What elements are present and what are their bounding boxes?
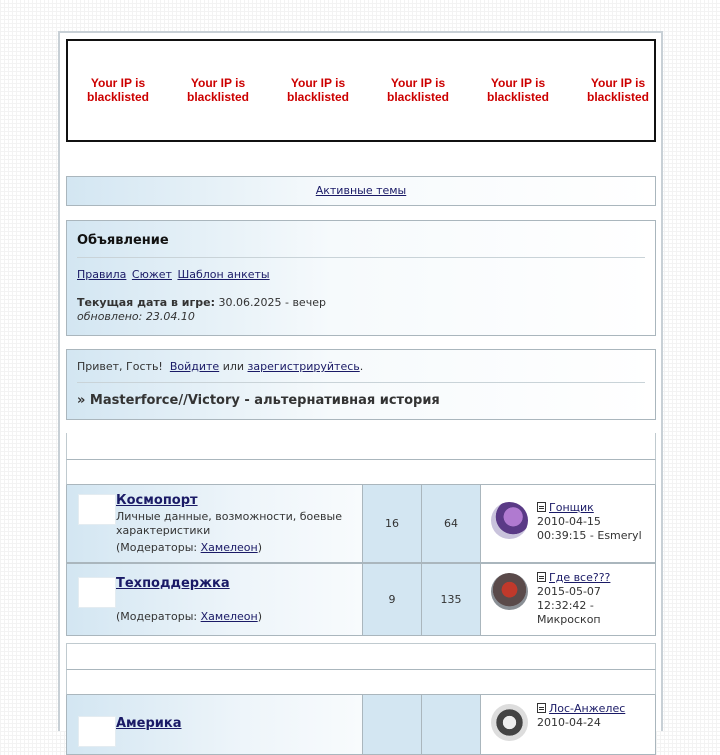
forum-name-link[interactable]: Техподдержка — [116, 576, 230, 591]
mods-prefix: (Модераторы: — [116, 541, 198, 554]
forum-main-cell — [67, 485, 363, 562]
forum-title: » Masterforce//Victory - альтернативная история — [77, 393, 440, 408]
game-date-label: Текущая дата в игре: — [77, 296, 215, 309]
avatar[interactable] — [491, 704, 528, 741]
posts-count: 64 — [422, 485, 481, 562]
ad-block[interactable]: Your IP is blacklisted — [86, 76, 150, 104]
document-icon — [537, 572, 546, 582]
announcement-panel — [66, 220, 656, 336]
forum-row — [66, 485, 656, 563]
mods-suffix: ) — [257, 541, 262, 554]
topics-count: 9 — [363, 564, 422, 635]
mods-prefix: (Модераторы: — [116, 610, 198, 623]
posts-count — [422, 695, 481, 754]
forum-name-link[interactable]: Америка — [116, 716, 182, 731]
last-post-user: Микроскоп — [537, 613, 601, 626]
register-link[interactable]: зарегистрируйтесь — [247, 360, 360, 373]
last-post-cell — [481, 485, 655, 562]
last-post-date: 2010-04-15 00:39:15 — [537, 515, 601, 542]
last-topic-link[interactable]: Где все??? — [549, 571, 611, 584]
last-post-date: 2015-05-07 12:32:42 — [537, 585, 601, 612]
or-text: или — [222, 360, 245, 373]
document-icon — [537, 502, 546, 512]
category-header — [66, 433, 656, 460]
forum-name-link[interactable]: Космопорт — [116, 493, 198, 508]
greeting-text: Привет, Гость! — [77, 360, 163, 373]
forum-status-icon — [78, 716, 116, 747]
last-post-info — [537, 702, 652, 730]
last-post-cell — [481, 564, 655, 635]
ad-block[interactable]: Your IP is blacklisted — [186, 76, 250, 104]
moderator-link[interactable]: Хамелеон — [200, 610, 258, 623]
greeting-line — [77, 360, 645, 383]
moderator-link[interactable]: Хамелеон — [200, 541, 258, 554]
last-post-cell — [481, 695, 655, 754]
dot-text: . — [359, 360, 364, 373]
last-post-info — [537, 571, 652, 627]
topics-count: 16 — [363, 485, 422, 562]
category-subheader — [66, 460, 656, 485]
ad-block[interactable]: Your IP is blacklisted — [386, 76, 450, 104]
last-topic-link[interactable]: Гонщик — [549, 501, 594, 514]
avatar[interactable] — [491, 502, 528, 539]
document-icon — [537, 703, 546, 713]
greeting-panel — [66, 349, 656, 420]
last-post-date: 2010-04-24 — [537, 716, 601, 729]
page-container — [58, 31, 663, 731]
category-subheader — [66, 670, 656, 695]
active-topics-link[interactable]: Активные темы — [315, 184, 407, 197]
forum-status-icon — [78, 494, 116, 525]
forum-row — [66, 563, 656, 636]
forum-main-cell — [67, 564, 363, 635]
forum-main-cell — [67, 695, 363, 754]
login-link[interactable]: Войдите — [169, 360, 220, 373]
forum-row — [66, 695, 656, 755]
ad-banner — [66, 39, 656, 142]
mods-suffix: ) — [257, 610, 262, 623]
active-topics-bar — [66, 176, 656, 206]
forum-description: Личные данные, возможности, боевые характеристики — [116, 510, 342, 537]
forum-moderators — [116, 610, 262, 623]
game-date — [77, 296, 645, 309]
last-post-user: Esmeryl — [597, 529, 642, 542]
plot-link[interactable]: Сюжет — [131, 268, 172, 281]
posts-count: 135 — [422, 564, 481, 635]
forum-moderators — [116, 541, 262, 554]
last-post-separator: - — [586, 599, 594, 612]
category-header — [66, 643, 656, 670]
forum-status-icon — [78, 577, 116, 608]
game-date-value: 30.06.2025 - вечер — [218, 296, 326, 309]
ad-block[interactable]: Your IP is blacklisted — [486, 76, 550, 104]
profile-template-link[interactable]: Шаблон анкеты — [177, 268, 270, 281]
last-post-info — [537, 501, 652, 543]
last-topic-link[interactable]: Лос-Анжелес — [549, 702, 626, 715]
updated-note: обновлено: 23.04.10 — [77, 310, 195, 323]
avatar[interactable] — [491, 573, 528, 610]
last-post-separator: - — [586, 529, 598, 542]
rules-link[interactable]: Правила — [77, 268, 127, 281]
ad-block[interactable]: Your IP is blacklisted — [586, 76, 650, 104]
topics-count — [363, 695, 422, 754]
announcement-links — [77, 268, 645, 281]
announcement-heading: Объявление — [77, 233, 645, 258]
ad-block[interactable]: Your IP is blacklisted — [286, 76, 350, 104]
